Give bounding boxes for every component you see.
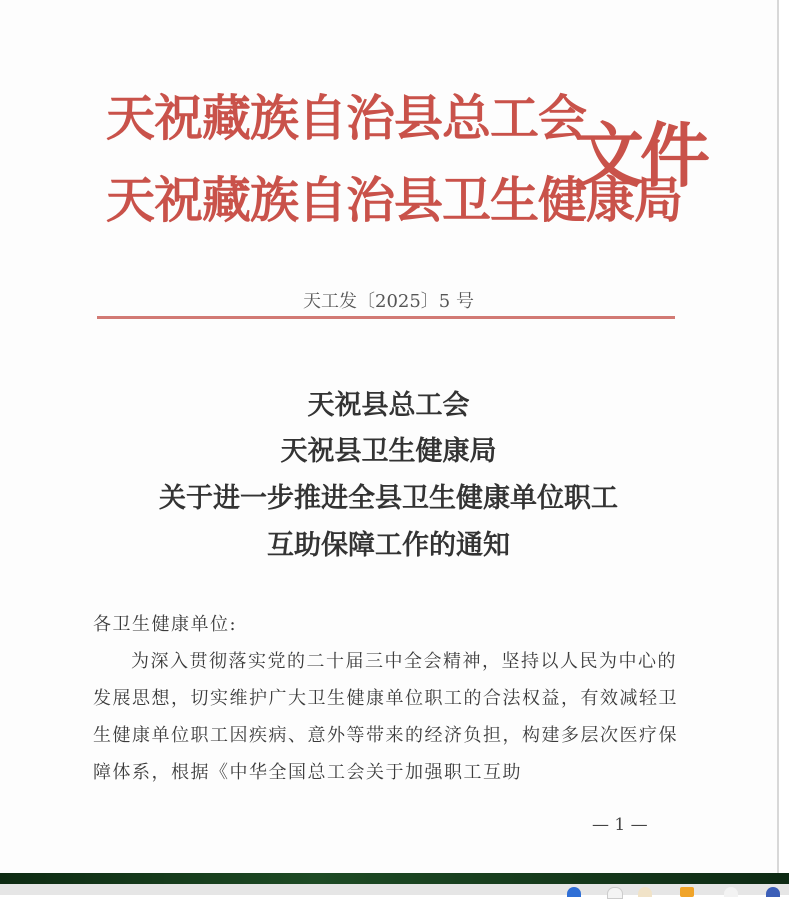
app-icon[interactable] (766, 887, 780, 897)
folder-icon[interactable] (680, 887, 694, 897)
title-line: 天祝县总工会 (307, 390, 470, 421)
issuer-line-1: 天祝藏族自治县总工会 (106, 89, 587, 147)
red-divider (97, 316, 675, 319)
document-number: 天工发〔2025〕5 号 (303, 291, 474, 312)
window-frame-bar (0, 873, 789, 884)
body-paragraph: 为深入贯彻落实党的二十届三中全会精神，坚持以人民为中心的发展思想，切实维护广大卫生健康单位职工的合法权益，有效减轻卫生健康单位职工因疾病、意外等带来的经济负担，构建多层次医疗保障体系，根据《中华全国总工会关于加强职工互助 (93, 651, 678, 783)
salutation: 各卫生健康单位: (93, 614, 238, 635)
document-body (93, 606, 683, 791)
app-icon[interactable] (638, 887, 652, 897)
title-line: 关于进一步推进全县卫生健康单位职工 (159, 483, 618, 514)
issuer-line-2: 天祝藏族自治县卫生健康局 (106, 171, 683, 229)
document-suffix: 文件 (574, 114, 706, 197)
page-number: — 1 — (592, 815, 648, 835)
app-icon[interactable] (607, 887, 623, 899)
taskbar (0, 884, 789, 895)
browser-icon[interactable] (567, 887, 581, 897)
app-icon[interactable] (724, 887, 738, 897)
title-line: 互助保障工作的通知 (267, 530, 510, 561)
title-line: 天祝县卫生健康局 (280, 436, 497, 467)
